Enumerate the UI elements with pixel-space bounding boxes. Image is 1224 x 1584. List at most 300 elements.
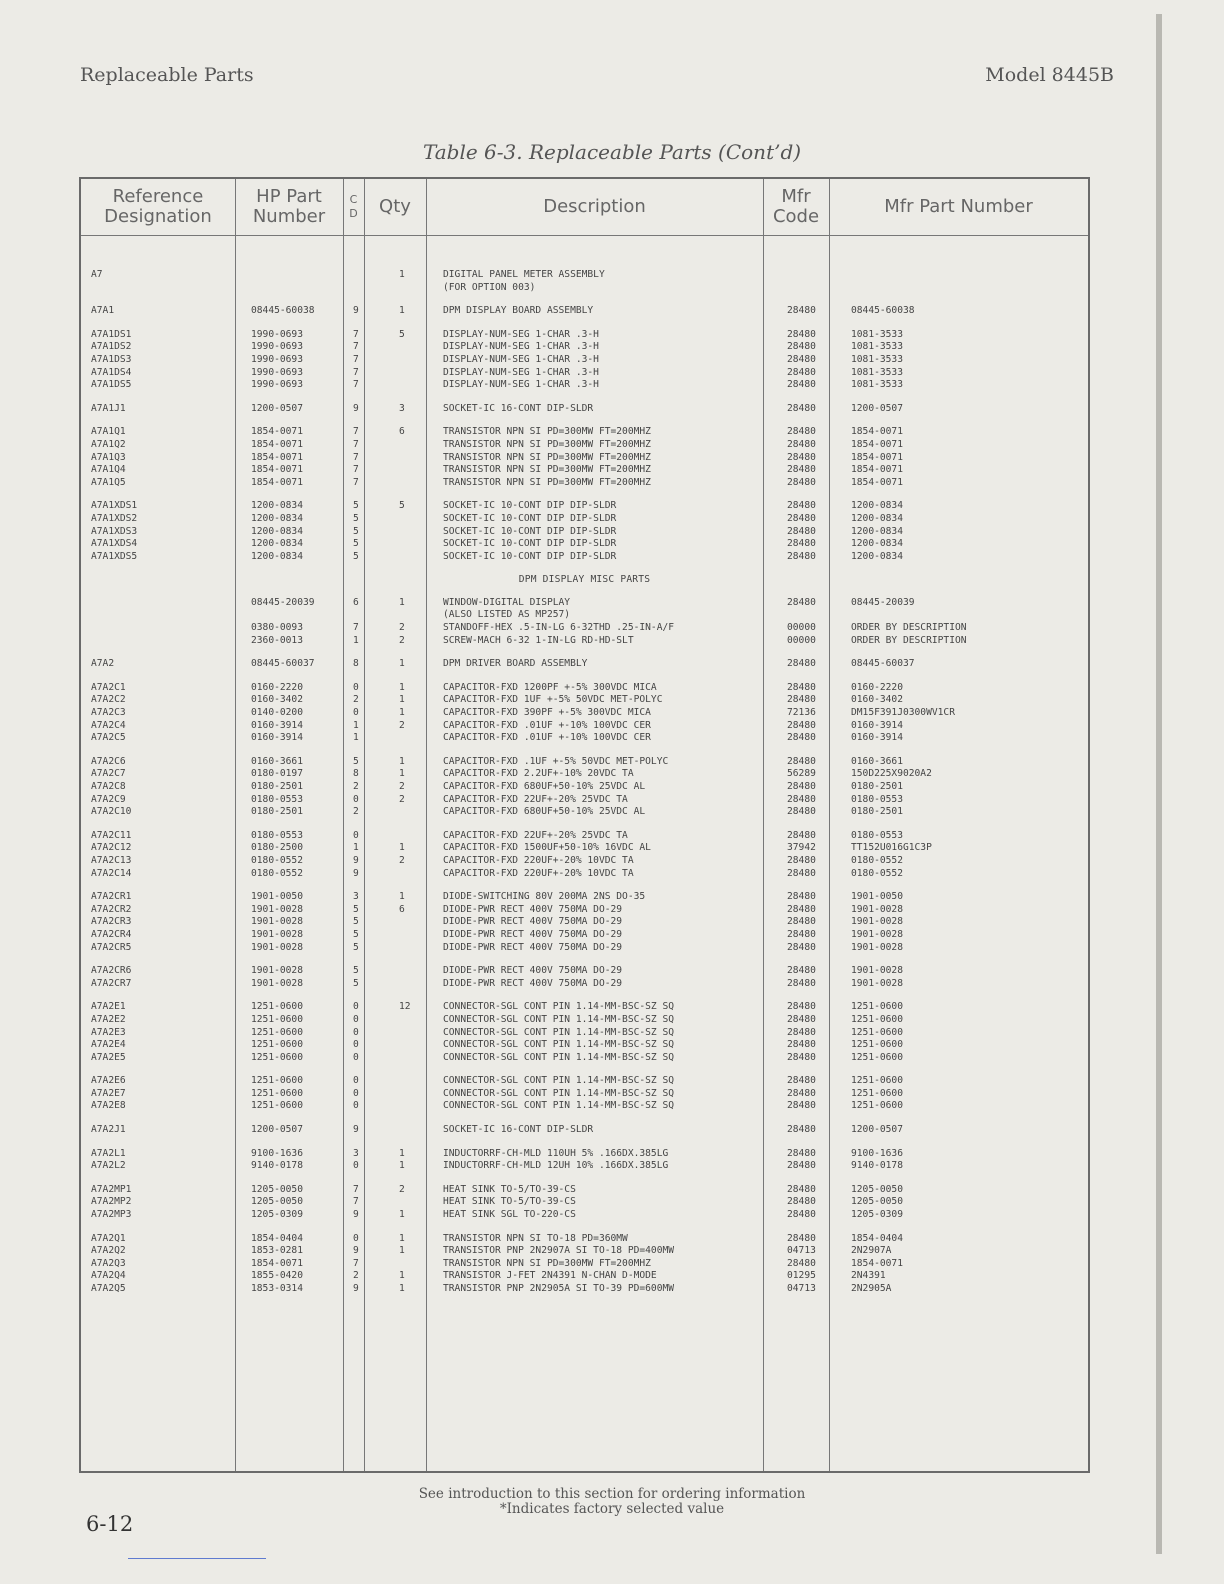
cell-description: TRANSISTOR NPN SI PD=300MW FT=200MHZ — [443, 1257, 651, 1269]
cell-qty: 1 — [399, 1209, 405, 1221]
cell-ref-designation: A7A2E5 — [91, 1051, 126, 1063]
cell-mfr-part-number: 1854-0071 — [851, 426, 903, 438]
cell-hp-part-number: 1854-0404 — [251, 1232, 303, 1244]
cell-description: CAPACITOR-FXD .1UF +-5% 50VDC MET-POLYC — [443, 755, 669, 767]
table-row — [81, 942, 1088, 955]
part-group — [81, 500, 1088, 563]
cell-mfr-part-number: 1251-0600 — [851, 1051, 903, 1063]
cell-mfr-part-number: 1205-0050 — [851, 1196, 903, 1208]
cell-mfr-part-number: 150D225X9020A2 — [851, 768, 932, 780]
cell-qty: 1 — [399, 1245, 405, 1257]
cell-hp-part-number: 1901-0028 — [251, 928, 303, 940]
cell-cd: 9 — [353, 1209, 359, 1221]
cell-mfr-code: 28480 — [787, 512, 816, 524]
cell-cd: 0 — [353, 1100, 359, 1112]
cell-mfr-part-number: 9100-1636 — [851, 1147, 903, 1159]
cell-hp-part-number: 1990-0693 — [251, 366, 303, 378]
cell-hp-part-number: 1205-0050 — [251, 1196, 303, 1208]
cell-mfr-part-number: 9140-0178 — [851, 1160, 903, 1172]
cell-ref-designation: A7A2E3 — [91, 1026, 126, 1038]
cell-mfr-code: 28480 — [787, 1196, 816, 1208]
cell-qty: 1 — [399, 305, 405, 317]
cell-cd: 9 — [353, 1245, 359, 1257]
part-group — [81, 756, 1088, 819]
part-group — [81, 269, 1088, 294]
cell-ref-designation: A7A1XDS4 — [91, 538, 138, 550]
cell-hp-part-number: 0180-2500 — [251, 842, 303, 854]
cell-mfr-code: 28480 — [787, 854, 816, 866]
cell-description: CONNECTOR-SGL CONT PIN 1.14-MM-BSC-SZ SQ — [443, 1001, 675, 1013]
cell-mfr-part-number: 1901-0028 — [851, 916, 903, 928]
cell-mfr-code: 28480 — [787, 379, 816, 391]
col-header-cd: C D — [349, 193, 358, 220]
cell-ref-designation: A7A1 — [91, 305, 115, 317]
cell-mfr-part-number: 1901-0050 — [851, 891, 903, 903]
cell-cd: 1 — [353, 634, 359, 646]
table-row — [81, 929, 1088, 942]
cell-description: TRANSISTOR NPN SI PD=300MW FT=200MHZ — [443, 426, 651, 438]
cell-ref-designation: A7A2MP1 — [91, 1183, 132, 1195]
cell-description: DIODE-SWITCHING 80V 200MA 2NS DO-35 — [443, 891, 646, 903]
cell-description: SOCKET-IC 10-CONT DIP DIP-SLDR — [443, 512, 617, 524]
cell-mfr-code: 28480 — [787, 732, 816, 744]
cell-ref-designation: A7A2Q1 — [91, 1232, 126, 1244]
cell-cd: 5 — [353, 550, 359, 562]
part-group — [81, 891, 1088, 954]
cell-hp-part-number: 1251-0600 — [251, 1100, 303, 1112]
cell-cd: 0 — [353, 1039, 359, 1051]
cell-cd: 7 — [353, 438, 359, 450]
table-row — [81, 732, 1088, 745]
cell-description: TRANSISTOR NPN SI TO-18 PD=360MW — [443, 1232, 628, 1244]
cell-cd: 7 — [353, 476, 359, 488]
header-rule — [81, 235, 1088, 236]
cell-qty: 1 — [399, 1283, 405, 1294]
table-row — [81, 1052, 1088, 1065]
cell-cd: 7 — [353, 426, 359, 438]
cell-hp-part-number: 0180-0197 — [251, 768, 303, 780]
table-row — [81, 477, 1088, 490]
table-row — [81, 439, 1088, 452]
cell-description: CONNECTOR-SGL CONT PIN 1.14-MM-BSC-SZ SQ — [443, 1013, 675, 1025]
cell-mfr-part-number: 1901-0028 — [851, 941, 903, 953]
cell-ref-designation: A7A2MP3 — [91, 1209, 132, 1221]
cell-mfr-part-number: DM15F391J0300WV1CR — [851, 707, 955, 719]
cell-mfr-code: 28480 — [787, 755, 816, 767]
cell-hp-part-number: 2360-0013 — [251, 634, 303, 646]
footnote-factory-selected: *Indicates factory selected value — [499, 1501, 725, 1517]
cell-hp-part-number: 1855-0420 — [251, 1270, 303, 1282]
cell-description: DIODE-PWR RECT 400V 750MA DO-29 — [443, 977, 623, 989]
cell-hp-part-number: 1205-0309 — [251, 1209, 303, 1221]
cell-hp-part-number: 0160-3914 — [251, 732, 303, 744]
table-row — [81, 1027, 1088, 1040]
cell-mfr-part-number: 1251-0600 — [851, 1100, 903, 1112]
cell-cd: 7 — [353, 1183, 359, 1195]
cell-cd: 0 — [353, 1232, 359, 1244]
cell-ref-designation: A7A1XDS5 — [91, 550, 138, 562]
cell-mfr-code: 28480 — [787, 829, 816, 841]
cell-mfr-code: 28480 — [787, 806, 816, 818]
cell-description: DISPLAY-NUM-SEG 1-CHAR .3-H — [443, 379, 599, 391]
cell-hp-part-number: 0180-0553 — [251, 793, 303, 805]
cell-mfr-code: 28480 — [787, 538, 816, 550]
cell-description: CONNECTOR-SGL CONT PIN 1.14-MM-BSC-SZ SQ — [443, 1026, 675, 1038]
table-row — [81, 842, 1088, 855]
table-row — [81, 526, 1088, 539]
cell-description: TRANSISTOR PNP 2N2907A SI TO-18 PD=400MW — [443, 1245, 675, 1257]
cell-ref-designation: A7A2CR5 — [91, 941, 132, 953]
cell-description: CAPACITOR-FXD 390PF +-5% 300VDC MICA — [443, 707, 651, 719]
cell-ref-designation: A7A2C6 — [91, 755, 126, 767]
table-row — [81, 1160, 1088, 1173]
cell-description: CONNECTOR-SGL CONT PIN 1.14-MM-BSC-SZ SQ — [443, 1039, 675, 1051]
cell-hp-part-number: 1200-0834 — [251, 525, 303, 537]
table-row — [81, 720, 1088, 733]
cell-hp-part-number: 1200-0834 — [251, 500, 303, 512]
cell-mfr-code: 37942 — [787, 842, 816, 854]
part-group — [81, 426, 1088, 489]
cell-hp-part-number: 1251-0600 — [251, 1039, 303, 1051]
cell-ref-designation: A7A2CR6 — [91, 965, 132, 977]
cell-hp-part-number: 9100-1636 — [251, 1147, 303, 1159]
cell-hp-part-number: 1854-0071 — [251, 1257, 303, 1269]
cell-ref-designation: A7A2C5 — [91, 732, 126, 744]
cell-mfr-part-number: 0180-0552 — [851, 854, 903, 866]
cell-ref-designation: A7A2C3 — [91, 707, 126, 719]
cell-mfr-part-number: 1251-0600 — [851, 1075, 903, 1087]
cell-cd: 3 — [353, 891, 359, 903]
cell-hp-part-number: 9140-0178 — [251, 1160, 303, 1172]
parts-table — [79, 177, 1090, 1473]
cell-ref-designation: A7A2L2 — [91, 1160, 126, 1172]
cell-ref-designation: A7A2C10 — [91, 806, 132, 818]
table-row — [81, 282, 1088, 295]
cell-ref-designation: A7A1DS3 — [91, 353, 132, 365]
cell-cd: 0 — [353, 1075, 359, 1087]
cell-mfr-part-number: 0160-2220 — [851, 681, 903, 693]
table-row — [81, 341, 1088, 354]
table-row — [81, 379, 1088, 392]
cell-ref-designation: A7A1Q2 — [91, 438, 126, 450]
col-header-mfr-part-number: Mfr Part Number — [884, 196, 1033, 217]
table-row — [81, 1001, 1088, 1014]
cell-description: DIODE-PWR RECT 400V 750MA DO-29 — [443, 928, 623, 940]
cell-ref-designation: A7A1DS4 — [91, 366, 132, 378]
cell-ref-designation: A7A2L1 — [91, 1147, 126, 1159]
cell-hp-part-number: 1251-0600 — [251, 1013, 303, 1025]
cell-cd: 9 — [353, 402, 359, 414]
table-row — [81, 830, 1088, 843]
cell-qty: 1 — [399, 891, 405, 903]
cell-mfr-part-number: 0160-3661 — [851, 755, 903, 767]
cell-description: CAPACITOR-FXD 2.2UF+-10% 20VDC TA — [443, 768, 634, 780]
cell-mfr-code: 28480 — [787, 781, 816, 792]
cell-ref-designation: A7A2 — [91, 658, 115, 670]
parts-table-body — [81, 269, 1088, 1307]
cell-cd: 2 — [353, 781, 359, 792]
cell-ref-designation: A7A2C12 — [91, 842, 132, 854]
table-row — [81, 513, 1088, 526]
table-row — [81, 781, 1088, 794]
cell-mfr-code: 28480 — [787, 1183, 816, 1195]
cell-description: CAPACITOR-FXD 1200PF +-5% 300VDC MICA — [443, 681, 657, 693]
part-group — [81, 965, 1088, 990]
cell-mfr-part-number: 1205-0050 — [851, 1183, 903, 1195]
cell-hp-part-number: 1251-0600 — [251, 1075, 303, 1087]
cell-ref-designation: A7A1DS5 — [91, 379, 132, 391]
cell-qty: 12 — [399, 1001, 411, 1013]
cell-mfr-code: 28480 — [787, 903, 816, 915]
cell-description: DIGITAL PANEL METER ASSEMBLY — [443, 269, 605, 280]
cell-description: INDUCTORRF-CH-MLD 110UH 5% .166DX.385LG — [443, 1147, 669, 1159]
cell-cd: 0 — [353, 1013, 359, 1025]
cell-cd: 8 — [353, 768, 359, 780]
cell-qty: 1 — [399, 707, 405, 719]
table-row — [81, 1075, 1088, 1088]
cell-description: DISPLAY-NUM-SEG 1-CHAR .3-H — [443, 328, 599, 340]
cell-cd: 9 — [353, 305, 359, 317]
cell-hp-part-number: 1901-0028 — [251, 965, 303, 977]
cell-cd: 0 — [353, 1026, 359, 1038]
cell-ref-designation: A7A2E7 — [91, 1087, 126, 1099]
cell-qty: 2 — [399, 793, 405, 805]
cell-cd: 1 — [353, 732, 359, 744]
cell-mfr-code: 28480 — [787, 328, 816, 340]
table-row — [81, 1245, 1088, 1258]
cell-ref-designation: A7A2C2 — [91, 694, 126, 706]
cell-mfr-code: 28480 — [787, 1039, 816, 1051]
cell-ref-designation: A7A1Q1 — [91, 426, 126, 438]
table-row — [81, 500, 1088, 513]
cell-mfr-code: 28480 — [787, 977, 816, 989]
cell-ref-designation: A7A1XDS2 — [91, 512, 138, 524]
cell-cd: 9 — [353, 1124, 359, 1136]
table-row — [81, 538, 1088, 551]
cell-hp-part-number: 08445-60037 — [251, 658, 315, 670]
cell-qty: 6 — [399, 903, 405, 915]
cell-mfr-part-number: 1251-0600 — [851, 1001, 903, 1013]
cell-hp-part-number: 0160-2220 — [251, 681, 303, 693]
col-header-qty: Qty — [379, 196, 411, 217]
cell-hp-part-number: 08445-20039 — [251, 596, 315, 608]
cell-mfr-code: 28480 — [787, 793, 816, 805]
cell-mfr-part-number: 0180-0553 — [851, 829, 903, 841]
cell-description: DIODE-PWR RECT 400V 750MA DO-29 — [443, 941, 623, 953]
cell-description: CAPACITOR-FXD 680UF+50-10% 25VDC AL — [443, 806, 646, 818]
cell-cd: 7 — [353, 366, 359, 378]
cell-mfr-part-number: 0180-0553 — [851, 793, 903, 805]
cell-description: CAPACITOR-FXD 22UF+-20% 25VDC TA — [443, 793, 628, 805]
cell-ref-designation: A7A2Q3 — [91, 1257, 126, 1269]
cell-ref-designation: A7A2E4 — [91, 1039, 126, 1051]
cell-mfr-code: 28480 — [787, 1257, 816, 1269]
cell-qty: 5 — [399, 500, 405, 512]
cell-mfr-code: 28480 — [787, 438, 816, 450]
cell-ref-designation: A7A2CR7 — [91, 977, 132, 989]
table-row — [81, 891, 1088, 904]
col-header-hp-part-number: HP Part Number — [252, 186, 326, 227]
cell-ref-designation: A7A1XDS1 — [91, 500, 138, 512]
table-row — [81, 426, 1088, 439]
cell-cd: 9 — [353, 854, 359, 866]
cell-cd: 5 — [353, 538, 359, 550]
cell-mfr-part-number: 2N2905A — [851, 1283, 892, 1294]
cell-mfr-code: 01295 — [787, 1270, 816, 1282]
cell-cd: 2 — [353, 694, 359, 706]
table-row — [81, 305, 1088, 318]
cell-mfr-code: 00000 — [787, 622, 816, 634]
cell-cd: 8 — [353, 658, 359, 670]
table-row — [81, 329, 1088, 342]
cell-qty: 2 — [399, 622, 405, 634]
cell-ref-designation: A7A2Q4 — [91, 1270, 126, 1282]
cell-description: CAPACITOR-FXD .01UF +-10% 100VDC CER — [443, 732, 651, 744]
cell-mfr-code: 28480 — [787, 353, 816, 365]
part-group — [81, 1075, 1088, 1113]
cell-ref-designation: A7A2C13 — [91, 854, 132, 866]
cell-hp-part-number: 1854-0071 — [251, 438, 303, 450]
cell-description: DPM DISPLAY BOARD ASSEMBLY — [443, 305, 594, 317]
cell-mfr-code: 28480 — [787, 694, 816, 706]
cell-mfr-part-number: 1251-0600 — [851, 1039, 903, 1051]
cell-mfr-part-number: 2N4391 — [851, 1270, 886, 1282]
cell-ref-designation: A7 — [91, 269, 103, 280]
cell-ref-designation: A7A2C9 — [91, 793, 126, 805]
cell-mfr-part-number: ORDER BY DESCRIPTION — [851, 634, 967, 646]
table-row — [81, 354, 1088, 367]
cell-mfr-code: 04713 — [787, 1245, 816, 1257]
cell-mfr-code: 28480 — [787, 1160, 816, 1172]
table-row — [81, 855, 1088, 868]
table-row — [81, 1270, 1088, 1283]
cell-mfr-part-number: 1081-3533 — [851, 341, 903, 353]
cell-mfr-part-number: 1854-0071 — [851, 451, 903, 463]
cell-cd: 7 — [353, 464, 359, 476]
table-row — [81, 1148, 1088, 1161]
cell-description: CAPACITOR-FXD 220UF+-20% 10VDC TA — [443, 854, 634, 866]
cell-cd: 0 — [353, 793, 359, 805]
cell-mfr-code: 28480 — [787, 1124, 816, 1136]
cell-cd: 7 — [353, 341, 359, 353]
cell-cd: 9 — [353, 1283, 359, 1294]
cell-mfr-part-number: ORDER BY DESCRIPTION — [851, 622, 967, 634]
cell-mfr-part-number: 1200-0507 — [851, 402, 903, 414]
part-group — [81, 1124, 1088, 1137]
col-header-description: Description — [543, 196, 646, 217]
table-row — [81, 1196, 1088, 1209]
cell-mfr-part-number: 1200-0834 — [851, 550, 903, 562]
table-row — [81, 609, 1088, 622]
cell-ref-designation: A7A2J1 — [91, 1124, 126, 1136]
cell-mfr-code: 28480 — [787, 928, 816, 940]
cell-mfr-part-number: 1854-0404 — [851, 1232, 903, 1244]
cell-qty: 6 — [399, 426, 405, 438]
table-row — [81, 1014, 1088, 1027]
page-edge-shadow — [1156, 14, 1162, 1554]
cell-qty: 1 — [399, 1147, 405, 1159]
part-group — [81, 1001, 1088, 1064]
cell-ref-designation: A7A2CR4 — [91, 928, 132, 940]
table-row — [81, 978, 1088, 991]
part-group — [81, 830, 1088, 880]
cell-mfr-part-number: 2N2907A — [851, 1245, 892, 1257]
cell-qty: 1 — [399, 755, 405, 767]
cell-ref-designation: A7A1Q4 — [91, 464, 126, 476]
cell-hp-part-number: 1854-0071 — [251, 426, 303, 438]
cell-qty: 2 — [399, 1183, 405, 1195]
cell-cd: 5 — [353, 941, 359, 953]
table-row — [81, 806, 1088, 819]
cell-hp-part-number: 1200-0507 — [251, 1124, 303, 1136]
cell-ref-designation: A7A2CR3 — [91, 916, 132, 928]
cell-qty: 1 — [399, 681, 405, 693]
cell-mfr-code: 00000 — [787, 634, 816, 646]
cell-mfr-code: 28480 — [787, 1100, 816, 1112]
cell-cd: 5 — [353, 916, 359, 928]
cell-cd: 0 — [353, 1051, 359, 1063]
cell-mfr-part-number: 1081-3533 — [851, 366, 903, 378]
cell-description: CAPACITOR-FXD 680UF+50-10% 25VDC AL — [443, 781, 646, 792]
table-row — [81, 403, 1088, 416]
cell-mfr-part-number: 1200-0834 — [851, 500, 903, 512]
cell-ref-designation: A7A2CR1 — [91, 891, 132, 903]
cell-mfr-code: 72136 — [787, 707, 816, 719]
cell-description: SOCKET-IC 10-CONT DIP DIP-SLDR — [443, 500, 617, 512]
cell-qty: 1 — [399, 1160, 405, 1172]
cell-ref-designation: A7A1Q3 — [91, 451, 126, 463]
cell-mfr-code: 28480 — [787, 1026, 816, 1038]
cell-mfr-part-number: 1081-3533 — [851, 353, 903, 365]
table-row — [81, 904, 1088, 917]
cell-mfr-code: 28480 — [787, 941, 816, 953]
cell-mfr-part-number: 1200-0507 — [851, 1124, 903, 1136]
cell-hp-part-number: 0140-0200 — [251, 707, 303, 719]
cell-ref-designation: A7A2C1 — [91, 681, 126, 693]
cell-ref-designation: A7A2C4 — [91, 719, 126, 731]
cell-mfr-code: 28480 — [787, 426, 816, 438]
cell-cd: 7 — [353, 1196, 359, 1208]
cell-cd: 7 — [353, 451, 359, 463]
cell-description: HEAT SINK TO-5/TO-39-CS — [443, 1196, 576, 1208]
cell-qty: 1 — [399, 694, 405, 706]
cell-mfr-part-number: 1200-0834 — [851, 538, 903, 550]
cell-cd: 1 — [353, 719, 359, 731]
cell-mfr-code: 28480 — [787, 1209, 816, 1221]
bottom-rule — [128, 1558, 266, 1559]
cell-cd: 5 — [353, 903, 359, 915]
cell-description: CONNECTOR-SGL CONT PIN 1.14-MM-BSC-SZ SQ — [443, 1100, 675, 1112]
cell-qty: 1 — [399, 1232, 405, 1244]
table-row — [81, 269, 1088, 282]
cell-cd: 9 — [353, 867, 359, 879]
cell-mfr-part-number: 1081-3533 — [851, 328, 903, 340]
cell-cd: 2 — [353, 1270, 359, 1282]
cell-description: WINDOW-DIGITAL DISPLAY — [443, 596, 571, 608]
cell-cd: 0 — [353, 1087, 359, 1099]
cell-hp-part-number: 1990-0693 — [251, 328, 303, 340]
cell-description: CAPACITOR-FXD 1500UF+50-10% 16VDC AL — [443, 842, 651, 854]
cell-mfr-code: 28480 — [787, 464, 816, 476]
table-row — [81, 1184, 1088, 1197]
cell-description: SOCKET-IC 16-CONT DIP-SLDR — [443, 1124, 594, 1136]
cell-cd: 5 — [353, 525, 359, 537]
cell-mfr-part-number: 1901-0028 — [851, 903, 903, 915]
cell-hp-part-number: 0180-2501 — [251, 806, 303, 818]
cell-ref-designation: A7A2Q2 — [91, 1245, 126, 1257]
cell-description: CONNECTOR-SGL CONT PIN 1.14-MM-BSC-SZ SQ — [443, 1075, 675, 1087]
part-group — [81, 658, 1088, 671]
